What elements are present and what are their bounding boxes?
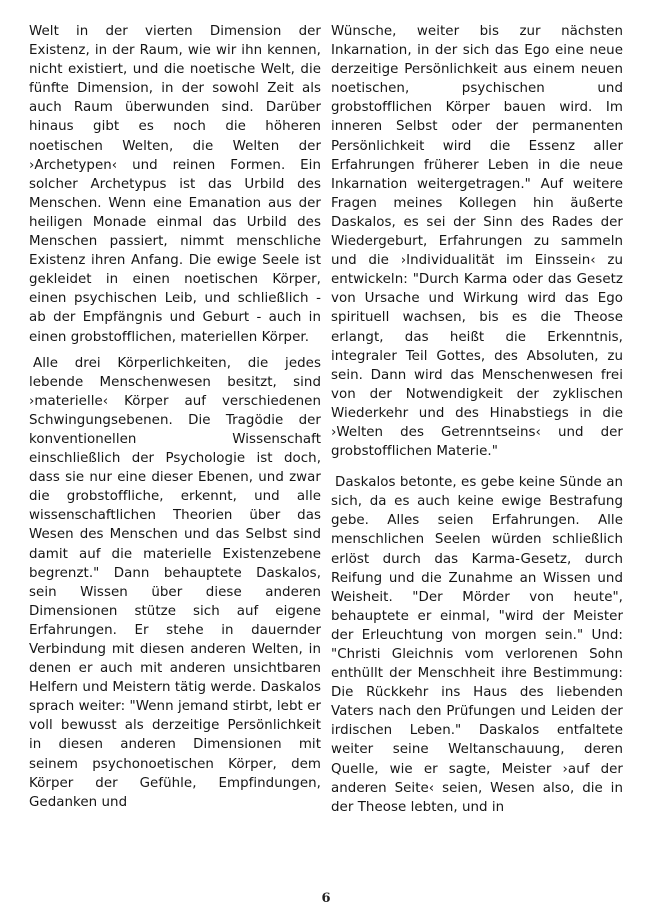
right-text-column (331, 22, 623, 817)
page-number: 6 (321, 891, 331, 906)
left-text-column (29, 22, 321, 812)
paragraph: Daskalos betonte, es gebe keine Sünde an sich, da es auch keine ewige Bestrafung gebe. Alles seien Erfahrungen. Alle menschlichen Seelen würden schließlich erlöst durch das Karma-Gesetz, durch Reifung und die Zunahme an Wissen und Weisheit. "Der Mörder von heute", behauptete er einmal, "wird der Meister der Erleuchtung von morgen sein." Und: "Christi Gleichnis vom verlorenen Sohn enthüllt der Menschheit ihre Bestimmung: Die Rückkehr ins Haus des liebenden Vaters nach den Prüfungen und Leiden der irdischen Leben." Daskalos entfaltete weiter seine Weltanschauung, deren Quelle, wie er sagte, Meister ›auf der anderen Seite‹ seien, Wesen also, die in der Theose lebten, und in (331, 475, 623, 815)
paragraph: Alle drei Körperlichkeiten, die jedes lebende Menschenwesen besitzt, sind ›materielle‹ Körper auf verschiedenen Schwingungsebenen. Die Tragödie der konventionellen Wissenschaft einschließlich der Psychologie ist doch, dass sie nur eine dieser Ebenen, und zwar die grobstoffliche, erkennt, und alle wissenschaftlichen Theorien über das Wesen des Menschen und das Selbst sind damit auf die materielle Existenzebene begrenzt." Dann behauptete Daskalos, sein Wissen über diese anderen Dimensionen stütze sich auf eigene Erfahrungen. Er stehe in dauernder Verbindung mit diesen anderen Welten, in denen er auch mit anderen unsichtbaren Helfern und Meistern tätig werde. Daskalos sprach weiter: "Wenn jemand stirbt, lebt er voll bewusst als derzeitige Persönlichkeit in diesen anderen Dimensionen mit seinem psychonoetischen Körper, dem Körper der Gefühle, Empfindungen, Gedanken und (29, 355, 321, 810)
paragraph: Wünsche, weiter bis zur nächsten Inkarnation, in der sich das Ego eine neue derzeitige Persönlichkeit aus einem neuen noetischen, psychischen und grobstofflichen Körper bauen wird. Im inneren Selbst oder der permanenten Persönlichkeit wird die Essenz aller Erfahrungen früherer Leben in die neue Inkarnation weitergetragen." Auf weitere Fragen meines Kollegen hin äußerte Daskalos, es sei der Sinn des Rades der Wiedergeburt, Erfahrungen zu sammeln und die ›Individualität im Einssein‹ zu entwickeln: "Durch Karma oder das Gesetz von Ursache und Wirkung wird das Ego spirituell wachsen, bis es die Theose erlangt, das heißt die Erkenntnis, integraler Teil Gottes, des Absoluten, zu sein. Dann wird das Menschenwesen frei von der Notwendigkeit der zyklischen Wiederkehr und des Hinabstiegs in die ›Welten des Getrenntseins‹ und der grobstofflichen Materie." (331, 24, 623, 460)
paragraph: Welt in der vierten Dimension der Existenz, in der Raum, wie wir ihn kennen, nicht existiert, und die noetische Welt, die fünfte Dimension, in der sowohl Zeit als auch Raum überwunden sind. Darüber hinaus gibt es noch die höheren noetischen Welten, die Welten der ›Archetypen‹ und reinen Formen. Ein solcher Archetypus ist das Urbild des Menschen. Wenn eine Emanation aus der heiligen Monade einmal das Urbild des Menschen passiert, nimmt menschliche Existenz ihren Anfang. Die ewige Seele ist gekleidet in einen noetischen Körper, einen psychischen Leib, und schließlich - ab der Empfängnis und Geburt - auch in einen grobstofflichen, materiellen Körper. (29, 24, 321, 345)
